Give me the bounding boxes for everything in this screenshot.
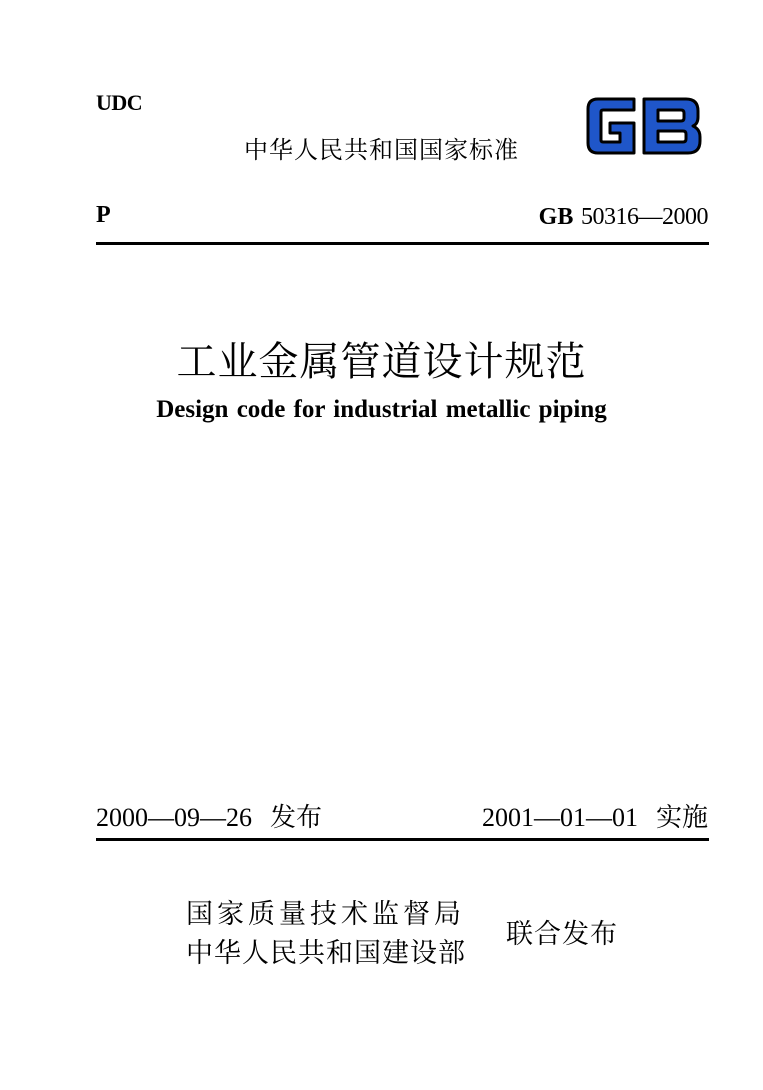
standard-code-prefix: GB <box>538 204 574 230</box>
gb-logo-g <box>588 99 634 153</box>
issue-label: 发布 <box>270 803 323 833</box>
bottom-divider <box>96 838 709 841</box>
standard-type: 中华人民共和国国家标准 <box>244 136 519 164</box>
standard-code <box>539 202 708 231</box>
implementation-date: 2001—01—01 <box>481 803 638 832</box>
title-english: Design code for industrial metallic piping <box>156 396 607 423</box>
top-divider <box>96 242 709 245</box>
udc-label: UDC <box>96 90 143 115</box>
joint-issue-label: 联合发布 <box>506 919 618 950</box>
implementation-label: 实施 <box>655 803 708 833</box>
issue-date: 2000—09—26 <box>96 803 252 832</box>
gb-logo <box>582 93 706 159</box>
implementation-date-line <box>482 797 708 834</box>
gb-logo-b <box>644 99 700 153</box>
issuer-line-2: 中华人民共和国建设部 <box>186 938 466 969</box>
title-chinese: 工业金属管道设计规范 <box>176 339 587 385</box>
issue-date-line <box>96 797 322 834</box>
issuer-line-1: 国家质量技术监督局 <box>186 899 465 930</box>
standard-code-number: 50316—2000 <box>581 204 708 230</box>
classification-code: P <box>96 202 111 228</box>
